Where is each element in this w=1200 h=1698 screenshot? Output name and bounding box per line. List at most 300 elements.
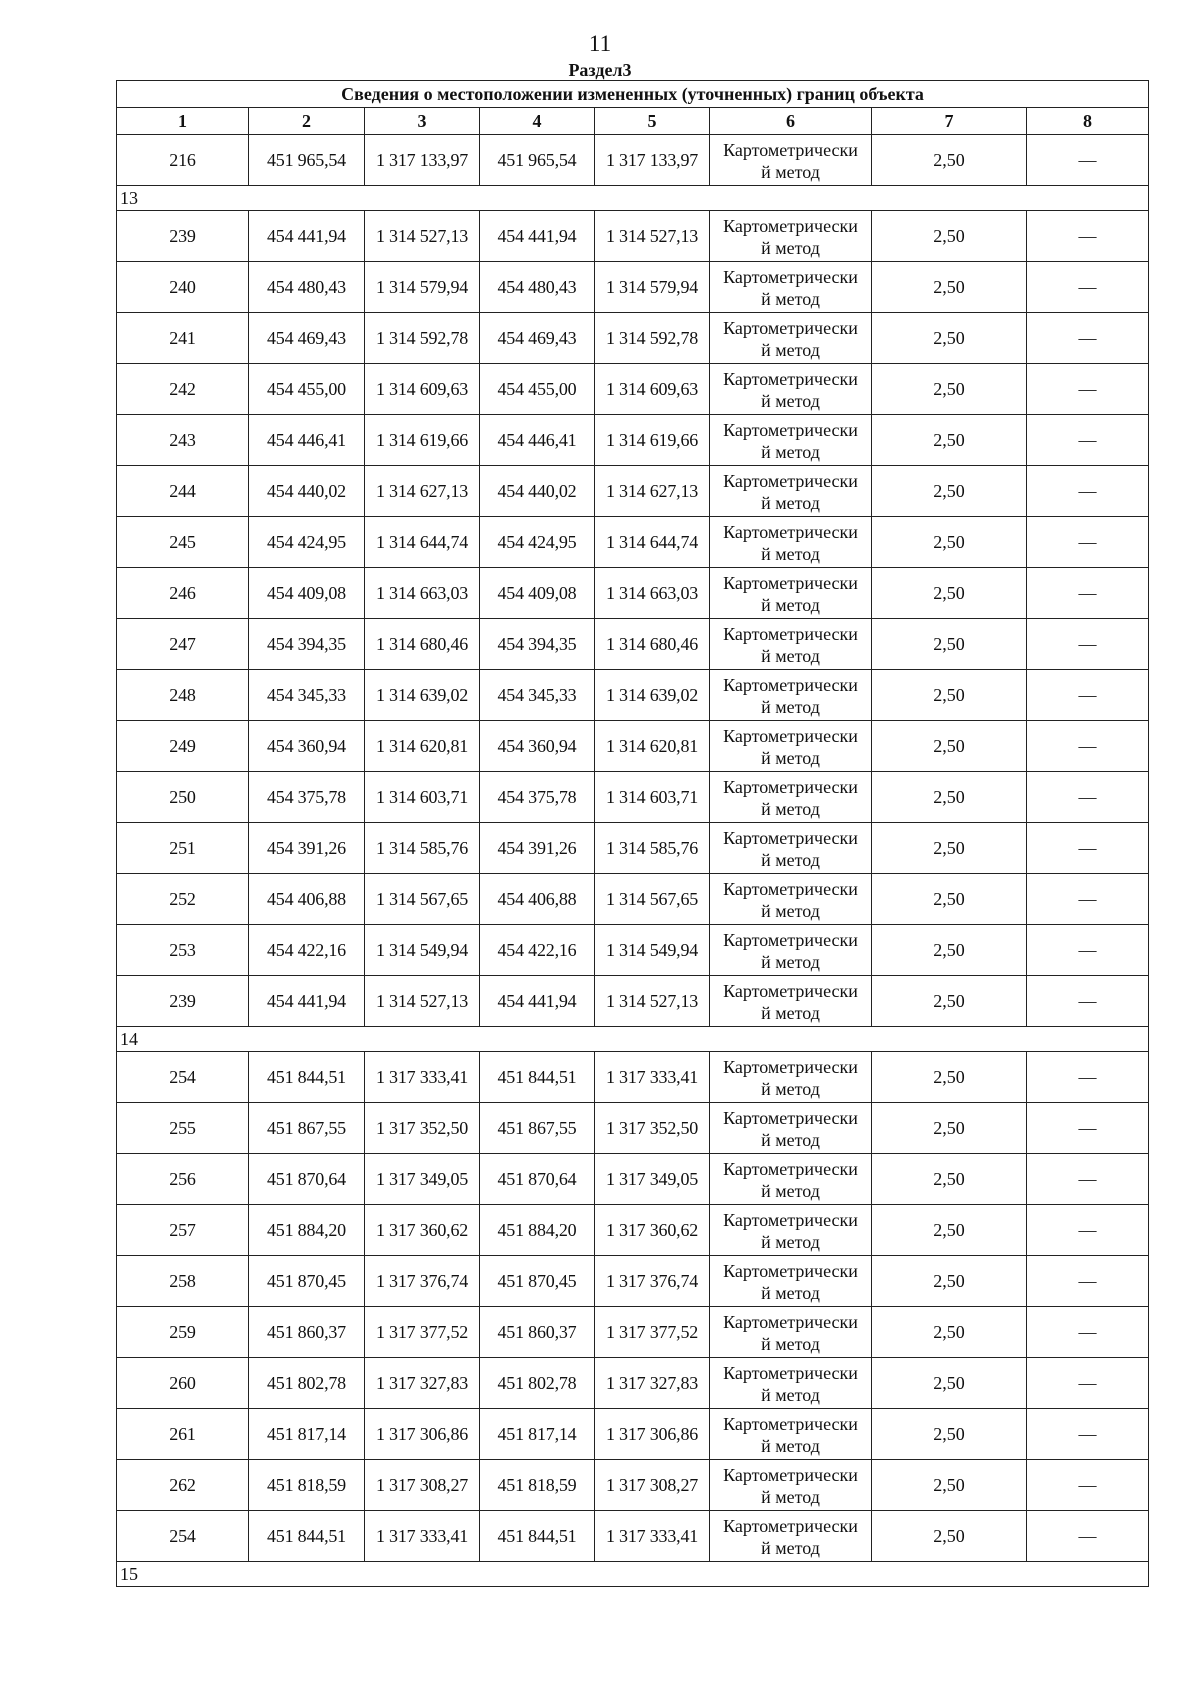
- method-line-2: й метод: [761, 237, 820, 258]
- y-new: 1 317 133,97: [595, 135, 710, 186]
- description-cell: —: [1027, 1256, 1149, 1307]
- y-existing: 1 314 579,94: [365, 262, 480, 313]
- y-existing: 1 314 619,66: [365, 415, 480, 466]
- method-line-1: Картометрически: [723, 980, 858, 1001]
- description-cell: —: [1027, 1460, 1149, 1511]
- x-new: 454 394,35: [480, 619, 595, 670]
- method-line-2: й метод: [761, 798, 820, 819]
- point-number: 244: [117, 466, 249, 517]
- description-cell: —: [1027, 1511, 1149, 1562]
- table-row: [117, 135, 1149, 186]
- point-number: 251: [117, 823, 249, 874]
- point-number: 262: [117, 1460, 249, 1511]
- x-existing: 451 965,54: [249, 135, 365, 186]
- method-line-2: й метод: [761, 1333, 820, 1354]
- point-number: 253: [117, 925, 249, 976]
- description-cell: —: [1027, 823, 1149, 874]
- method-cell: [710, 364, 872, 415]
- method-cell: [710, 721, 872, 772]
- description-cell: —: [1027, 619, 1149, 670]
- method-line-1: Картометрически: [723, 1362, 858, 1383]
- point-number: 246: [117, 568, 249, 619]
- method-cell: [710, 1256, 872, 1307]
- method-line-2: й метод: [761, 951, 820, 972]
- table-row: [117, 211, 1149, 262]
- table-row: [117, 1460, 1149, 1511]
- table-row: [117, 313, 1149, 364]
- accuracy-cell: 2,50: [872, 1256, 1027, 1307]
- accuracy-cell: 2,50: [872, 415, 1027, 466]
- method-cell: [710, 415, 872, 466]
- point-number: 239: [117, 211, 249, 262]
- accuracy-cell: 2,50: [872, 1460, 1027, 1511]
- method-cell: [710, 1460, 872, 1511]
- method-cell: [710, 1511, 872, 1562]
- x-new: 454 469,43: [480, 313, 595, 364]
- accuracy-cell: 2,50: [872, 1409, 1027, 1460]
- method-line-1: Картометрически: [723, 1158, 858, 1179]
- method-line-2: й метод: [761, 645, 820, 666]
- table-row: [117, 364, 1149, 415]
- accuracy-cell: 2,50: [872, 466, 1027, 517]
- method-line-1: Картометрически: [723, 929, 858, 950]
- table-row: [117, 1154, 1149, 1205]
- x-new: 454 424,95: [480, 517, 595, 568]
- description-cell: —: [1027, 135, 1149, 186]
- table-row: [117, 823, 1149, 874]
- accuracy-cell: 2,50: [872, 1205, 1027, 1256]
- point-number: 242: [117, 364, 249, 415]
- x-new: 454 391,26: [480, 823, 595, 874]
- method-line-2: й метод: [761, 288, 820, 309]
- accuracy-cell: 2,50: [872, 568, 1027, 619]
- x-existing: 451 860,37: [249, 1307, 365, 1358]
- y-new: 1 317 360,62: [595, 1205, 710, 1256]
- y-new: 1 314 627,13: [595, 466, 710, 517]
- x-existing: 454 360,94: [249, 721, 365, 772]
- x-existing: 454 446,41: [249, 415, 365, 466]
- method-cell: [710, 313, 872, 364]
- y-new: 1 314 567,65: [595, 874, 710, 925]
- method-line-2: й метод: [761, 849, 820, 870]
- y-new: 1 314 527,13: [595, 211, 710, 262]
- y-existing: 1 317 377,52: [365, 1307, 480, 1358]
- x-existing: 454 375,78: [249, 772, 365, 823]
- contour-label: 13: [117, 186, 1149, 211]
- y-new: 1 314 592,78: [595, 313, 710, 364]
- method-cell: [710, 976, 872, 1027]
- y-new: 1 314 620,81: [595, 721, 710, 772]
- method-line-2: й метод: [761, 1384, 820, 1405]
- y-existing: 1 314 680,46: [365, 619, 480, 670]
- y-existing: 1 314 620,81: [365, 721, 480, 772]
- method-line-1: Картометрически: [723, 1413, 858, 1434]
- method-line-2: й метод: [761, 1435, 820, 1456]
- y-new: 1 317 352,50: [595, 1103, 710, 1154]
- x-new: 454 375,78: [480, 772, 595, 823]
- y-existing: 1 314 627,13: [365, 466, 480, 517]
- description-cell: —: [1027, 772, 1149, 823]
- point-number: 260: [117, 1358, 249, 1409]
- accuracy-cell: 2,50: [872, 772, 1027, 823]
- contour-group-row: [117, 1562, 1149, 1587]
- method-line-1: Картометрически: [723, 368, 858, 389]
- y-existing: 1 317 333,41: [365, 1052, 480, 1103]
- method-cell: [710, 874, 872, 925]
- x-new: 451 867,55: [480, 1103, 595, 1154]
- column-header: 4: [480, 108, 595, 135]
- y-new: 1 317 349,05: [595, 1154, 710, 1205]
- method-line-1: Картометрически: [723, 1260, 858, 1281]
- y-existing: 1 317 308,27: [365, 1460, 480, 1511]
- table-row: [117, 976, 1149, 1027]
- accuracy-cell: 2,50: [872, 1358, 1027, 1409]
- y-existing: 1 317 352,50: [365, 1103, 480, 1154]
- method-line-2: й метод: [761, 1486, 820, 1507]
- table-row: [117, 262, 1149, 313]
- method-line-2: й метод: [761, 1231, 820, 1252]
- method-cell: [710, 772, 872, 823]
- accuracy-cell: 2,50: [872, 517, 1027, 568]
- x-new: 451 870,45: [480, 1256, 595, 1307]
- x-new: 451 844,51: [480, 1052, 595, 1103]
- method-cell: [710, 517, 872, 568]
- method-line-1: Картометрически: [723, 1107, 858, 1128]
- point-number: 254: [117, 1052, 249, 1103]
- y-new: 1 317 308,27: [595, 1460, 710, 1511]
- description-cell: —: [1027, 364, 1149, 415]
- description-cell: —: [1027, 313, 1149, 364]
- accuracy-cell: 2,50: [872, 1103, 1027, 1154]
- method-cell: [710, 1358, 872, 1409]
- page-number: 11: [588, 31, 612, 56]
- method-line-2: й метод: [761, 1537, 820, 1558]
- method-line-2: й метод: [761, 696, 820, 717]
- accuracy-cell: 2,50: [872, 211, 1027, 262]
- x-new: 454 422,16: [480, 925, 595, 976]
- y-new: 1 314 579,94: [595, 262, 710, 313]
- method-line-1: Картометрически: [723, 1209, 858, 1230]
- description-cell: —: [1027, 262, 1149, 313]
- description-cell: —: [1027, 976, 1149, 1027]
- method-line-2: й метод: [761, 1078, 820, 1099]
- y-existing: 1 314 644,74: [365, 517, 480, 568]
- point-number: 248: [117, 670, 249, 721]
- x-existing: 454 441,94: [249, 211, 365, 262]
- table-row: [117, 415, 1149, 466]
- table-row: [117, 670, 1149, 721]
- point-number: 252: [117, 874, 249, 925]
- point-number: 254: [117, 1511, 249, 1562]
- table-row: [117, 1256, 1149, 1307]
- method-cell: [710, 1154, 872, 1205]
- x-new: 451 965,54: [480, 135, 595, 186]
- x-new: 454 480,43: [480, 262, 595, 313]
- accuracy-cell: 2,50: [872, 1307, 1027, 1358]
- column-header: 8: [1027, 108, 1149, 135]
- method-line-2: й метод: [761, 441, 820, 462]
- description-cell: —: [1027, 1205, 1149, 1256]
- point-number: 216: [117, 135, 249, 186]
- column-header: 1: [117, 108, 249, 135]
- x-new: 454 446,41: [480, 415, 595, 466]
- y-existing: 1 317 360,62: [365, 1205, 480, 1256]
- x-existing: 454 406,88: [249, 874, 365, 925]
- x-existing: 451 844,51: [249, 1511, 365, 1562]
- x-new: 451 884,20: [480, 1205, 595, 1256]
- y-existing: 1 314 592,78: [365, 313, 480, 364]
- description-cell: —: [1027, 1103, 1149, 1154]
- description-cell: —: [1027, 925, 1149, 976]
- point-number: 256: [117, 1154, 249, 1205]
- y-new: 1 317 333,41: [595, 1052, 710, 1103]
- x-existing: 454 409,08: [249, 568, 365, 619]
- table-row: [117, 925, 1149, 976]
- x-existing: 451 817,14: [249, 1409, 365, 1460]
- accuracy-cell: 2,50: [872, 976, 1027, 1027]
- x-existing: 454 424,95: [249, 517, 365, 568]
- accuracy-cell: 2,50: [872, 135, 1027, 186]
- x-new: 454 406,88: [480, 874, 595, 925]
- description-cell: —: [1027, 1358, 1149, 1409]
- x-new: 454 440,02: [480, 466, 595, 517]
- method-cell: [710, 823, 872, 874]
- method-line-1: Картометрически: [723, 878, 858, 899]
- y-new: 1 314 644,74: [595, 517, 710, 568]
- x-existing: 454 391,26: [249, 823, 365, 874]
- method-line-2: й метод: [761, 161, 820, 182]
- method-line-1: Картометрически: [723, 266, 858, 287]
- method-cell: [710, 1307, 872, 1358]
- contour-label: 15: [117, 1562, 1149, 1587]
- y-new: 1 317 327,83: [595, 1358, 710, 1409]
- point-number: 258: [117, 1256, 249, 1307]
- boundary-table: [116, 80, 1149, 1587]
- x-new: 451 870,64: [480, 1154, 595, 1205]
- table-row: [117, 772, 1149, 823]
- method-line-1: Картометрически: [723, 470, 858, 491]
- x-existing: 454 345,33: [249, 670, 365, 721]
- y-new: 1 314 549,94: [595, 925, 710, 976]
- method-line-1: Картометрически: [723, 521, 858, 542]
- table-row: [117, 1205, 1149, 1256]
- point-number: 239: [117, 976, 249, 1027]
- x-existing: 451 844,51: [249, 1052, 365, 1103]
- method-line-1: Картометрически: [723, 725, 858, 746]
- y-existing: 1 317 376,74: [365, 1256, 480, 1307]
- x-new: 451 860,37: [480, 1307, 595, 1358]
- point-number: 245: [117, 517, 249, 568]
- accuracy-cell: 2,50: [872, 313, 1027, 364]
- method-cell: [710, 619, 872, 670]
- y-existing: 1 314 603,71: [365, 772, 480, 823]
- x-new: 454 409,08: [480, 568, 595, 619]
- point-number: 259: [117, 1307, 249, 1358]
- x-new: 451 818,59: [480, 1460, 595, 1511]
- point-number: 250: [117, 772, 249, 823]
- y-new: 1 314 639,02: [595, 670, 710, 721]
- accuracy-cell: 2,50: [872, 721, 1027, 772]
- method-line-1: Картометрически: [723, 572, 858, 593]
- x-existing: 454 422,16: [249, 925, 365, 976]
- y-new: 1 314 619,66: [595, 415, 710, 466]
- point-number: 255: [117, 1103, 249, 1154]
- method-cell: [710, 925, 872, 976]
- method-line-1: Картометрически: [723, 1311, 858, 1332]
- x-new: 451 844,51: [480, 1511, 595, 1562]
- contour-label: 14: [117, 1027, 1149, 1052]
- accuracy-cell: 2,50: [872, 262, 1027, 313]
- y-new: 1 314 603,71: [595, 772, 710, 823]
- accuracy-cell: 2,50: [872, 670, 1027, 721]
- description-cell: —: [1027, 1409, 1149, 1460]
- x-existing: 454 440,02: [249, 466, 365, 517]
- method-cell: [710, 466, 872, 517]
- point-number: 247: [117, 619, 249, 670]
- method-line-2: й метод: [761, 1282, 820, 1303]
- method-cell: [710, 1103, 872, 1154]
- method-line-1: Картометрически: [723, 1515, 858, 1536]
- accuracy-cell: 2,50: [872, 925, 1027, 976]
- y-new: 1 314 609,63: [595, 364, 710, 415]
- y-new: 1 314 585,76: [595, 823, 710, 874]
- method-cell: [710, 1052, 872, 1103]
- method-line-1: Картометрически: [723, 1056, 858, 1077]
- method-line-2: й метод: [761, 594, 820, 615]
- column-header: 6: [710, 108, 872, 135]
- accuracy-cell: 2,50: [872, 1052, 1027, 1103]
- description-cell: —: [1027, 211, 1149, 262]
- method-cell: [710, 670, 872, 721]
- description-cell: —: [1027, 568, 1149, 619]
- column-header: 3: [365, 108, 480, 135]
- x-existing: 454 455,00: [249, 364, 365, 415]
- y-new: 1 314 527,13: [595, 976, 710, 1027]
- table-row: [117, 1358, 1149, 1409]
- x-new: 454 455,00: [480, 364, 595, 415]
- method-line-2: й метод: [761, 390, 820, 411]
- y-existing: 1 317 306,86: [365, 1409, 480, 1460]
- column-number-row: [117, 108, 1149, 135]
- x-new: 451 817,14: [480, 1409, 595, 1460]
- description-cell: —: [1027, 1307, 1149, 1358]
- y-existing: 1 314 663,03: [365, 568, 480, 619]
- table-row: [117, 1103, 1149, 1154]
- y-existing: 1 314 549,94: [365, 925, 480, 976]
- description-cell: —: [1027, 1154, 1149, 1205]
- method-line-2: й метод: [761, 1002, 820, 1023]
- table-body: [117, 135, 1149, 1587]
- y-new: 1 317 377,52: [595, 1307, 710, 1358]
- y-existing: 1 317 333,41: [365, 1511, 480, 1562]
- method-line-1: Картометрически: [723, 623, 858, 644]
- column-header: 2: [249, 108, 365, 135]
- method-cell: [710, 1409, 872, 1460]
- y-existing: 1 317 349,05: [365, 1154, 480, 1205]
- accuracy-cell: 2,50: [872, 1511, 1027, 1562]
- table-row: [117, 1511, 1149, 1562]
- accuracy-cell: 2,50: [872, 823, 1027, 874]
- point-number: 241: [117, 313, 249, 364]
- table-row: [117, 874, 1149, 925]
- y-existing: 1 314 609,63: [365, 364, 480, 415]
- x-new: 454 345,33: [480, 670, 595, 721]
- column-header: 5: [595, 108, 710, 135]
- y-existing: 1 317 133,97: [365, 135, 480, 186]
- point-number: 240: [117, 262, 249, 313]
- method-line-1: Картометрически: [723, 776, 858, 797]
- contour-group-row: [117, 186, 1149, 211]
- description-cell: —: [1027, 466, 1149, 517]
- method-line-1: Картометрически: [723, 317, 858, 338]
- method-cell: [710, 262, 872, 313]
- point-number: 257: [117, 1205, 249, 1256]
- method-line-1: Картометрически: [723, 215, 858, 236]
- table-row: [117, 1307, 1149, 1358]
- table-row: [117, 619, 1149, 670]
- method-cell: [710, 1205, 872, 1256]
- description-cell: —: [1027, 721, 1149, 772]
- method-line-2: й метод: [761, 543, 820, 564]
- accuracy-cell: 2,50: [872, 619, 1027, 670]
- method-line-1: Картометрически: [723, 139, 858, 160]
- table-row: [117, 721, 1149, 772]
- method-cell: [710, 568, 872, 619]
- x-existing: 451 818,59: [249, 1460, 365, 1511]
- y-new: 1 317 333,41: [595, 1511, 710, 1562]
- description-cell: —: [1027, 517, 1149, 568]
- method-line-2: й метод: [761, 339, 820, 360]
- x-new: 454 441,94: [480, 211, 595, 262]
- table-row: [117, 1409, 1149, 1460]
- y-new: 1 314 680,46: [595, 619, 710, 670]
- x-existing: 451 870,64: [249, 1154, 365, 1205]
- table-title-row: [117, 81, 1149, 108]
- method-line-1: Картометрически: [723, 827, 858, 848]
- method-line-2: й метод: [761, 1180, 820, 1201]
- table-row: [117, 517, 1149, 568]
- x-existing: 451 802,78: [249, 1358, 365, 1409]
- x-new: 454 441,94: [480, 976, 595, 1027]
- description-cell: —: [1027, 874, 1149, 925]
- x-existing: 454 480,43: [249, 262, 365, 313]
- point-number: 261: [117, 1409, 249, 1460]
- y-existing: 1 314 567,65: [365, 874, 480, 925]
- description-cell: —: [1027, 1052, 1149, 1103]
- method-line-2: й метод: [761, 900, 820, 921]
- x-existing: 454 394,35: [249, 619, 365, 670]
- method-line-1: Картометрически: [723, 674, 858, 695]
- x-existing: 451 884,20: [249, 1205, 365, 1256]
- x-new: 451 802,78: [480, 1358, 595, 1409]
- y-new: 1 314 663,03: [595, 568, 710, 619]
- y-existing: 1 317 327,83: [365, 1358, 480, 1409]
- y-new: 1 317 376,74: [595, 1256, 710, 1307]
- table-row: [117, 568, 1149, 619]
- method-line-2: й метод: [761, 747, 820, 768]
- accuracy-cell: 2,50: [872, 874, 1027, 925]
- table-row: [117, 1052, 1149, 1103]
- accuracy-cell: 2,50: [872, 1154, 1027, 1205]
- column-header: 7: [872, 108, 1027, 135]
- method-line-2: й метод: [761, 1129, 820, 1150]
- y-new: 1 317 306,86: [595, 1409, 710, 1460]
- method-line-1: Картометрически: [723, 419, 858, 440]
- method-cell: [710, 135, 872, 186]
- y-existing: 1 314 527,13: [365, 211, 480, 262]
- point-number: 249: [117, 721, 249, 772]
- table-row: [117, 466, 1149, 517]
